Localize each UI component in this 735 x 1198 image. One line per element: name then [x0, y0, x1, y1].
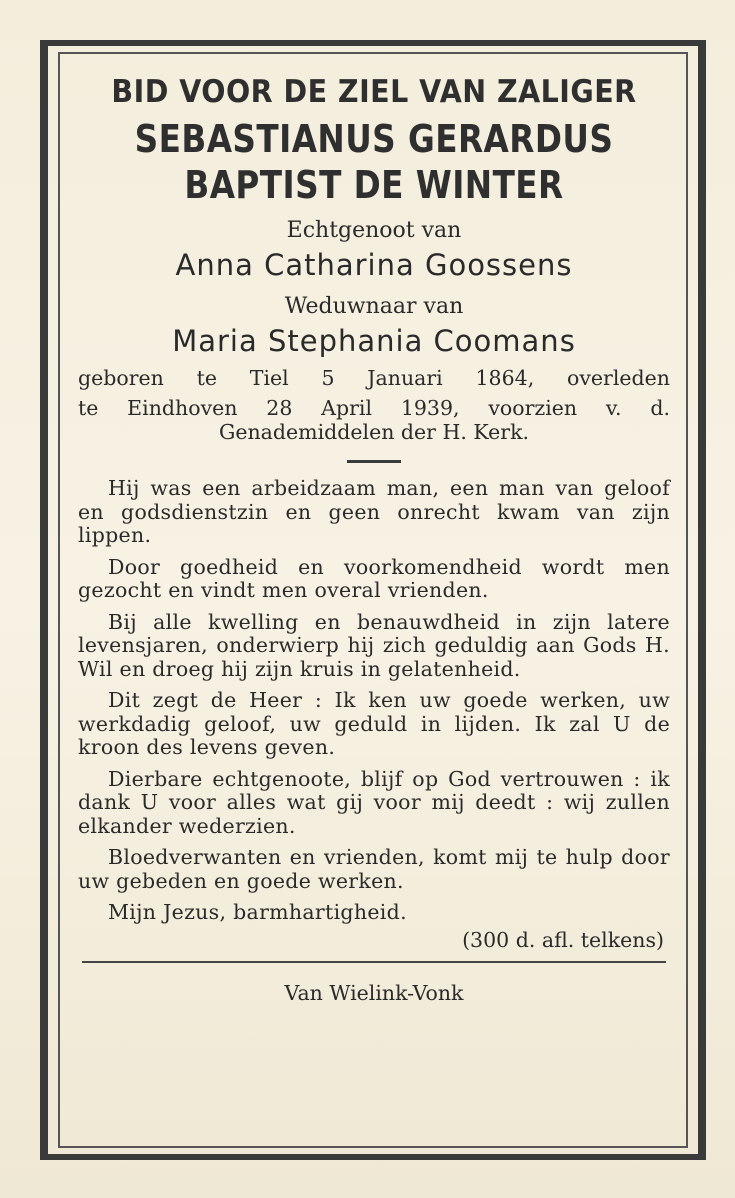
paragraph: Bloedverwanten en vrienden, komt mij te hulp door uw gebeden en goede werken.	[78, 845, 670, 893]
divider	[347, 460, 401, 463]
deceased-name-line1: SEBASTIANUS GERARDUS	[134, 117, 614, 161]
card-content	[78, 60, 670, 1007]
header-line: BID VOOR DE ZIEL VAN ZALIGER	[111, 74, 637, 110]
birth-death-line3: Genademiddelen der H. Kerk.	[218, 420, 530, 444]
paragraph: Door goedheid en voorkomendheid wordt men gezocht en vindt men overal vrienden.	[78, 554, 670, 602]
paragraph: Hij was een arbeidzaam man, een man van geloof en godsdienstzin en geen onrecht kwam van zijn lippen.	[78, 476, 670, 547]
paragraph: Bij alle kwelling en benauwdheid in zijn latere levensjaren, onderwierp hij zich geduldig aan Gods H. Wil en droeg hij zijn kruis in gelatenheid.	[78, 609, 670, 681]
paragraph: Dit zegt de Heer : Ik ken uw goede werken, uw werkdadig geloof, uw geduld in lijden. Ik zal U de kroon des levens geven.	[78, 688, 670, 759]
deceased-name-line2: BAPTIST DE WINTER	[184, 163, 564, 207]
widower-label: Weduwnaar van	[284, 294, 464, 319]
first-wife-name: Maria Stephania Coomans	[172, 324, 576, 358]
birth-death-line2: te Eindhoven 28 April 1939, voorzien v. d.	[78, 396, 670, 420]
indulgence-note: (300 d. afl. telkens)	[462, 927, 664, 952]
birth-death-line1: geboren te Tiel 5 Januari 1864, overleden	[78, 366, 670, 390]
printer-name: Van Wielink-Vonk	[284, 980, 464, 1005]
paragraph: Mijn Jezus, barmhartigheid.	[108, 900, 407, 924]
spouse-label: Echtgenoot van	[286, 218, 462, 243]
bottom-divider	[82, 961, 666, 963]
paragraph: Dierbare echtgenoote, blijf op God vertrouwen : ik dank U voor alles wat gij voor mij deedt : wij zullen elkander wederzien.	[78, 766, 670, 838]
spouse-name: Anna Catharina Goossens	[175, 248, 573, 282]
